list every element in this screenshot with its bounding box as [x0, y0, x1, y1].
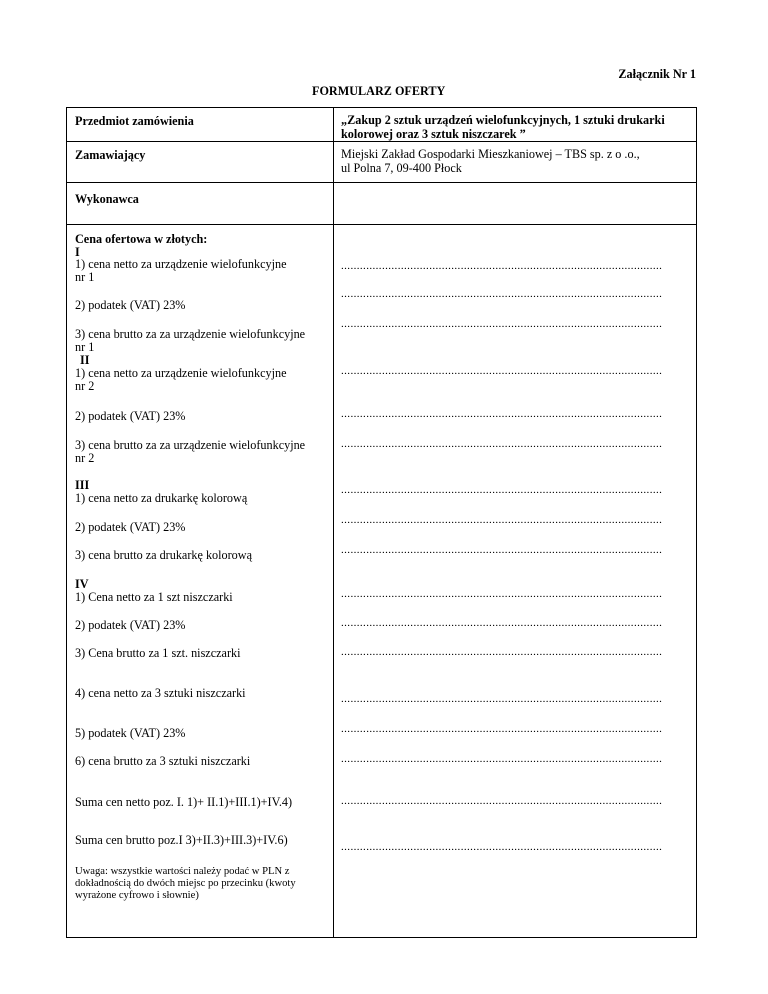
- item-4-4: 4) cena netto za 3 sztuki niszczarki: [75, 686, 246, 700]
- fill-line-item-4-2[interactable]: ......................................................................................................: [341, 617, 663, 629]
- fill-line-sum-gross[interactable]: ......................................................................................................: [341, 841, 663, 853]
- fill-line-sum-net[interactable]: ......................................................................................................: [341, 795, 663, 807]
- fill-line-item-3-2[interactable]: ......................................................................................................: [341, 514, 663, 526]
- fill-line-item-1-2[interactable]: ......................................................................................................: [341, 288, 663, 300]
- table-column-divider: [333, 107, 334, 938]
- item-1-1-line2: nr 1: [75, 270, 95, 284]
- orderer-value-line2: ul Polna 7, 09-400 Płock: [341, 161, 462, 175]
- item-1-1-line1: 1) cena netto za urządzenie wielofunkcyjne: [75, 257, 287, 271]
- note-line2: dokładnością do dwóch miejsc po przecinku (kwoty: [75, 878, 296, 889]
- item-3-3: 3) cena brutto za drukarkę kolorową: [75, 548, 252, 562]
- fill-line-item-4-3[interactable]: ......................................................................................................: [341, 646, 663, 658]
- fill-line-item-4-5[interactable]: ......................................................................................................: [341, 723, 663, 735]
- note-line1: Uwaga: wszystkie wartości należy podać w PLN z: [75, 866, 290, 877]
- section-ii: II: [80, 353, 90, 367]
- subject-label: Przedmiot zamówienia: [75, 114, 194, 128]
- item-4-5: 5) podatek (VAT) 23%: [75, 726, 186, 740]
- section-iii: III: [75, 478, 90, 492]
- item-2-3-line2: nr 2: [75, 451, 95, 465]
- item-2-1-line1: 1) cena netto za urządzenie wielofunkcyjne: [75, 366, 287, 380]
- orderer-label: Zamawiający: [75, 148, 146, 162]
- section-iv: IV: [75, 577, 89, 591]
- fill-line-item-2-3[interactable]: ......................................................................................................: [341, 438, 663, 450]
- item-1-3-line1: 3) cena brutto za za urządzenie wielofunkcyjne: [75, 327, 306, 341]
- fill-line-item-1-3[interactable]: ......................................................................................................: [341, 318, 663, 330]
- note-line3: wyrażone cyfrowo i słownie): [75, 890, 199, 901]
- sum-gross-label: Suma cen brutto poz.I 3)+II.3)+III.3)+IV.6): [75, 833, 288, 847]
- fill-line-item-4-6[interactable]: ......................................................................................................: [341, 753, 663, 765]
- item-4-1: 1) Cena netto za 1 szt niszczarki: [75, 590, 233, 604]
- table-border-left: [66, 107, 67, 938]
- subject-value-line2: kolorowej oraz 3 sztuk niszczarek ”: [341, 127, 526, 141]
- item-3-1: 1) cena netto za drukarkę kolorową: [75, 491, 248, 505]
- table-border-bottom: [66, 937, 697, 938]
- contractor-field[interactable]: [334, 183, 696, 224]
- attachment-label: Załącznik Nr 1: [618, 67, 696, 81]
- item-1-3-line2: nr 1: [75, 340, 95, 354]
- fill-line-item-3-1[interactable]: ......................................................................................................: [341, 484, 663, 496]
- item-4-6: 6) cena brutto za 3 sztuki niszczarki: [75, 754, 251, 768]
- subject-value-line1: „Zakup 2 sztuk urządzeń wielofunkcyjnych, 1 sztuki drukarki: [341, 113, 665, 127]
- fill-line-item-4-1[interactable]: ......................................................................................................: [341, 588, 663, 600]
- item-2-1-line2: nr 2: [75, 379, 95, 393]
- table-row-divider: [66, 224, 697, 225]
- fill-line-item-2-2[interactable]: ......................................................................................................: [341, 408, 663, 420]
- fill-line-item-3-3[interactable]: ......................................................................................................: [341, 544, 663, 556]
- table-border-right: [696, 107, 697, 938]
- sum-net-label: Suma cen netto poz. I. 1)+ II.1)+III.1)+IV.4): [75, 795, 293, 809]
- item-4-2: 2) podatek (VAT) 23%: [75, 618, 186, 632]
- contractor-label: Wykonawca: [75, 192, 139, 206]
- item-2-3-line1: 3) cena brutto za za urządzenie wielofunkcyjne: [75, 438, 306, 452]
- price-heading: Cena ofertowa w złotych:: [75, 232, 208, 246]
- table-border-top: [66, 107, 697, 108]
- item-1-2: 2) podatek (VAT) 23%: [75, 298, 186, 312]
- item-2-2: 2) podatek (VAT) 23%: [75, 409, 186, 423]
- fill-line-item-1-1[interactable]: ......................................................................................................: [341, 260, 663, 272]
- item-3-2: 2) podatek (VAT) 23%: [75, 520, 186, 534]
- fill-line-item-4-4[interactable]: ......................................................................................................: [341, 693, 663, 705]
- section-i: I: [75, 245, 80, 259]
- orderer-value-line1: Miejski Zakład Gospodarki Mieszkaniowej – TBS sp. z o .o.,: [341, 147, 640, 161]
- fill-line-item-2-1[interactable]: ......................................................................................................: [341, 365, 663, 377]
- form-title: FORMULARZ OFERTY: [312, 84, 446, 98]
- item-4-3: 3) Cena brutto za 1 szt. niszczarki: [75, 646, 241, 660]
